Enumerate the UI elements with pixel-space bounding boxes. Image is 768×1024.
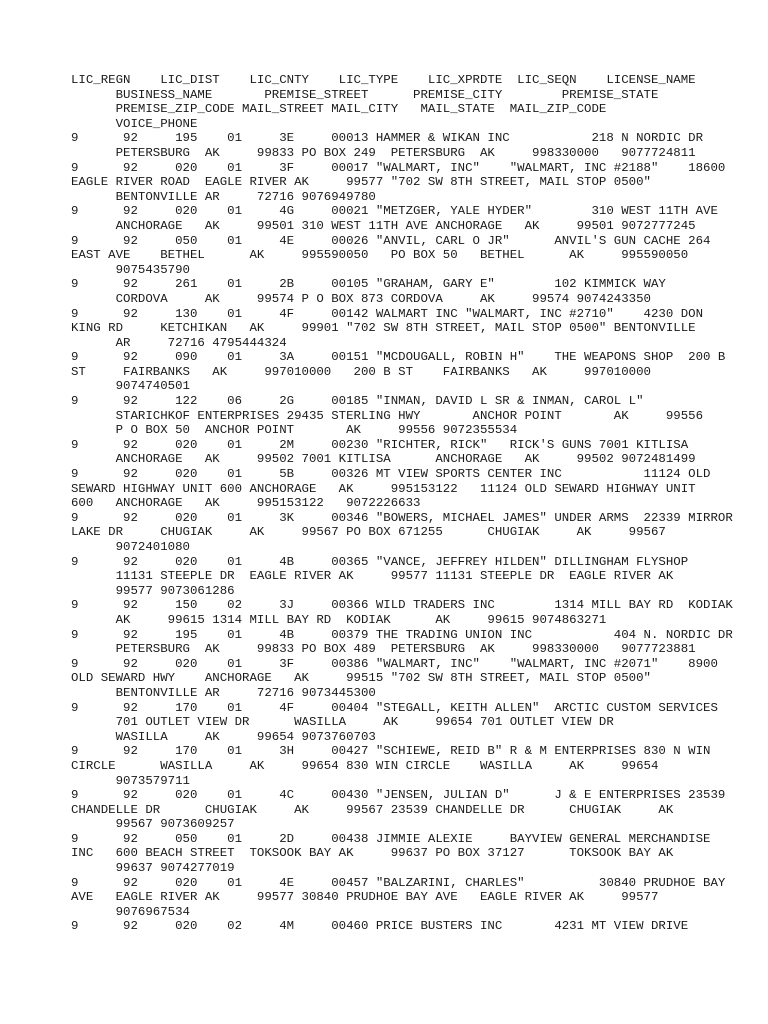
text-line: 9 92 195 01 4B 00379 THE TRADING UNION INC 404 N. NORDIC DR — [71, 627, 733, 642]
text-line: VOICE_PHONE — [71, 116, 198, 131]
text-line: 9 92 122 06 2G 00185 "INMAN, DAVID L SR & INMAN, CAROL L" — [71, 394, 644, 409]
text-line: AVE EAGLE RIVER AK 99577 30840 PRUDHOE BAY AVE EAGLE RIVER AK 99577 — [71, 890, 659, 905]
text-line: ANCHORAGE AK 99501 310 WEST 11TH AVE ANCHORAGE AK 99501 9072777245 — [71, 218, 696, 233]
text-line: SEWARD HIGHWAY UNIT 600 ANCHORAGE AK 995153122 11124 OLD SEWARD HIGHWAY UNIT — [71, 481, 696, 496]
text-line: KING RD KETCHIKAN AK 99901 "702 SW 8TH STREET, MAIL STOP 0500" BENTONVILLE — [71, 321, 696, 336]
text-line: CIRCLE WASILLA AK 99654 830 WIN CIRCLE WASILLA AK 99654 — [71, 758, 659, 773]
text-line: INC 600 BEACH STREET TOKSOOK BAY AK 99637 PO BOX 37127 TOKSOOK BAY AK — [71, 846, 674, 861]
text-line: 9 92 261 01 2B 00105 "GRAHAM, GARY E" 102 KIMMICK WAY — [71, 277, 666, 292]
text-line: BUSINESS_NAME PREMISE_STREET PREMISE_CITY PREMISE_STATE — [71, 87, 659, 102]
text-line: EAGLE RIVER ROAD EAGLE RIVER AK 99577 "702 SW 8TH STREET, MAIL STOP 0500" — [71, 175, 651, 190]
text-line: AR 72716 4795444324 — [71, 335, 287, 350]
text-line: 600 ANCHORAGE AK 995153122 9072226633 — [71, 496, 421, 511]
text-line: 9 92 170 01 3H 00427 "SCHIEWE, REID B" R & M ENTERPRISES 830 N WIN — [71, 744, 711, 759]
text-line: AK 99615 1314 MILL BAY RD KODIAK AK 99615 9074863271 — [71, 612, 607, 627]
text-line: 9 92 150 02 3J 00366 WILD TRADERS INC 1314 MILL BAY RD KODIAK — [71, 598, 733, 613]
text-line: 99567 9073609257 — [71, 817, 235, 832]
text-line: CHANDELLE DR CHUGIAK AK 99567 23539 CHANDELLE DR CHUGIAK AK — [71, 802, 674, 817]
text-line: 9075435790 — [71, 262, 190, 277]
text-line: 9074740501 — [71, 379, 190, 394]
text-line: 99637 9074277019 — [71, 861, 235, 876]
text-line: 9 92 090 01 3A 00151 "MCDOUGALL, ROBIN H" THE WEAPONS SHOP 200 B — [71, 350, 726, 365]
text-line: LAKE DR CHUGIAK AK 99567 PO BOX 671255 CHUGIAK AK 99567 — [71, 525, 666, 540]
text-line: 9 92 050 01 4E 00026 "ANVIL, CARL O JR" ANVIL'S GUN CACHE 264 — [71, 233, 711, 248]
text-line: 9 92 020 01 4G 00021 "METZGER, YALE HYDER" 310 WEST 11TH AVE — [71, 204, 718, 219]
text-line: 9 92 050 01 2D 00438 JIMMIE ALEXIE BAYVIEW GENERAL MERCHANDISE — [71, 831, 711, 846]
text-line: 9072401080 — [71, 540, 190, 554]
license-records-text — [71, 73, 761, 934]
text-line: PETERSBURG AK 99833 PO BOX 489 PETERSBURG AK 998330000 9077723881 — [71, 642, 696, 657]
text-line: 9 92 020 01 2M 00230 "RICHTER, RICK" RICK'S GUNS 7001 KITLISA — [71, 437, 689, 452]
document-page — [71, 73, 761, 1013]
text-line: 701 OUTLET VIEW DR WASILLA AK 99654 701 OUTLET VIEW DR — [71, 715, 614, 730]
text-line: 9 92 195 01 3E 00013 HAMMER & WIKAN INC 218 N NORDIC DR — [71, 131, 704, 146]
text-line: 9 92 020 01 3K 00346 "BOWERS, MICHAEL JAMES" UNDER ARMS 22339 MIRROR — [71, 510, 733, 525]
text-line: BENTONVILLE AR 72716 9076949780 — [71, 189, 376, 204]
text-line: 9 92 020 01 3F 00386 "WALMART, INC" "WALMART, INC #2071" 8900 — [71, 656, 718, 671]
text-line: PREMISE_ZIP_CODE MAIL_STREET MAIL_CITY MAIL_STATE MAIL_ZIP_CODE — [71, 102, 607, 117]
text-line: 9073579711 — [71, 773, 190, 788]
text-line: ST FAIRBANKS AK 997010000 200 B ST FAIRBANKS AK 997010000 — [71, 364, 651, 379]
text-line: P O BOX 50 ANCHOR POINT AK 99556 9072355534 — [71, 423, 518, 438]
text-line: 11131 STEEPLE DR EAGLE RIVER AK 99577 11131 STEEPLE DR EAGLE RIVER AK — [71, 569, 674, 584]
text-line: BENTONVILLE AR 72716 9073445300 — [71, 685, 376, 700]
text-line: PETERSBURG AK 99833 PO BOX 249 PETERSBURG AK 998330000 9077724811 — [71, 145, 696, 160]
text-line: ANCHORAGE AK 99502 7001 KITLISA ANCHORAGE AK 99502 9072481499 — [71, 452, 696, 467]
text-line: EAST AVE BETHEL AK 995590050 PO BOX 50 BETHEL AK 995590050 — [71, 248, 689, 263]
text-line: LIC_REGN LIC_DIST LIC_CNTY LIC_TYPE LIC_XPRDTE LIC_SEQN LICENSE_NAME — [71, 73, 696, 87]
text-line: STARICHKOF ENTERPRISES 29435 STERLING HWY ANCHOR POINT AK 99556 — [71, 408, 704, 423]
text-line: 9 92 130 01 4F 00142 WALMART INC "WALMART, INC #2710" 4230 DON — [71, 306, 704, 321]
text-line: 9 92 020 01 4C 00430 "JENSEN, JULIAN D" J & E ENTERPRISES 23539 — [71, 788, 726, 803]
text-line: 99577 9073061286 — [71, 583, 235, 598]
text-line: OLD SEWARD HWY ANCHORAGE AK 99515 "702 SW 8TH STREET, MAIL STOP 0500" — [71, 671, 651, 686]
text-line: 9 92 020 01 4E 00457 "BALZARINI, CHARLES" 30840 PRUDHOE BAY — [71, 875, 726, 890]
text-line: 9 92 020 01 4B 00365 "VANCE, JEFFREY HILDEN" DILLINGHAM FLYSHOP — [71, 554, 689, 569]
text-line: 9 92 020 01 5B 00326 MT VIEW SPORTS CENTER INC 11124 OLD — [71, 467, 711, 482]
text-line: 9 92 020 02 4M 00460 PRICE BUSTERS INC 4231 MT VIEW DRIVE — [71, 919, 689, 934]
text-line: 9 92 020 01 3F 00017 "WALMART, INC" "WALMART, INC #2188" 18600 — [71, 160, 726, 175]
text-line: 9 92 170 01 4F 00404 "STEGALL, KEITH ALLEN" ARCTIC CUSTOM SERVICES — [71, 700, 718, 715]
text-line: 9076967534 — [71, 904, 190, 919]
text-line: CORDOVA AK 99574 P O BOX 873 CORDOVA AK 99574 9074243350 — [71, 291, 651, 306]
text-line: WASILLA AK 99654 9073760703 — [71, 729, 376, 744]
